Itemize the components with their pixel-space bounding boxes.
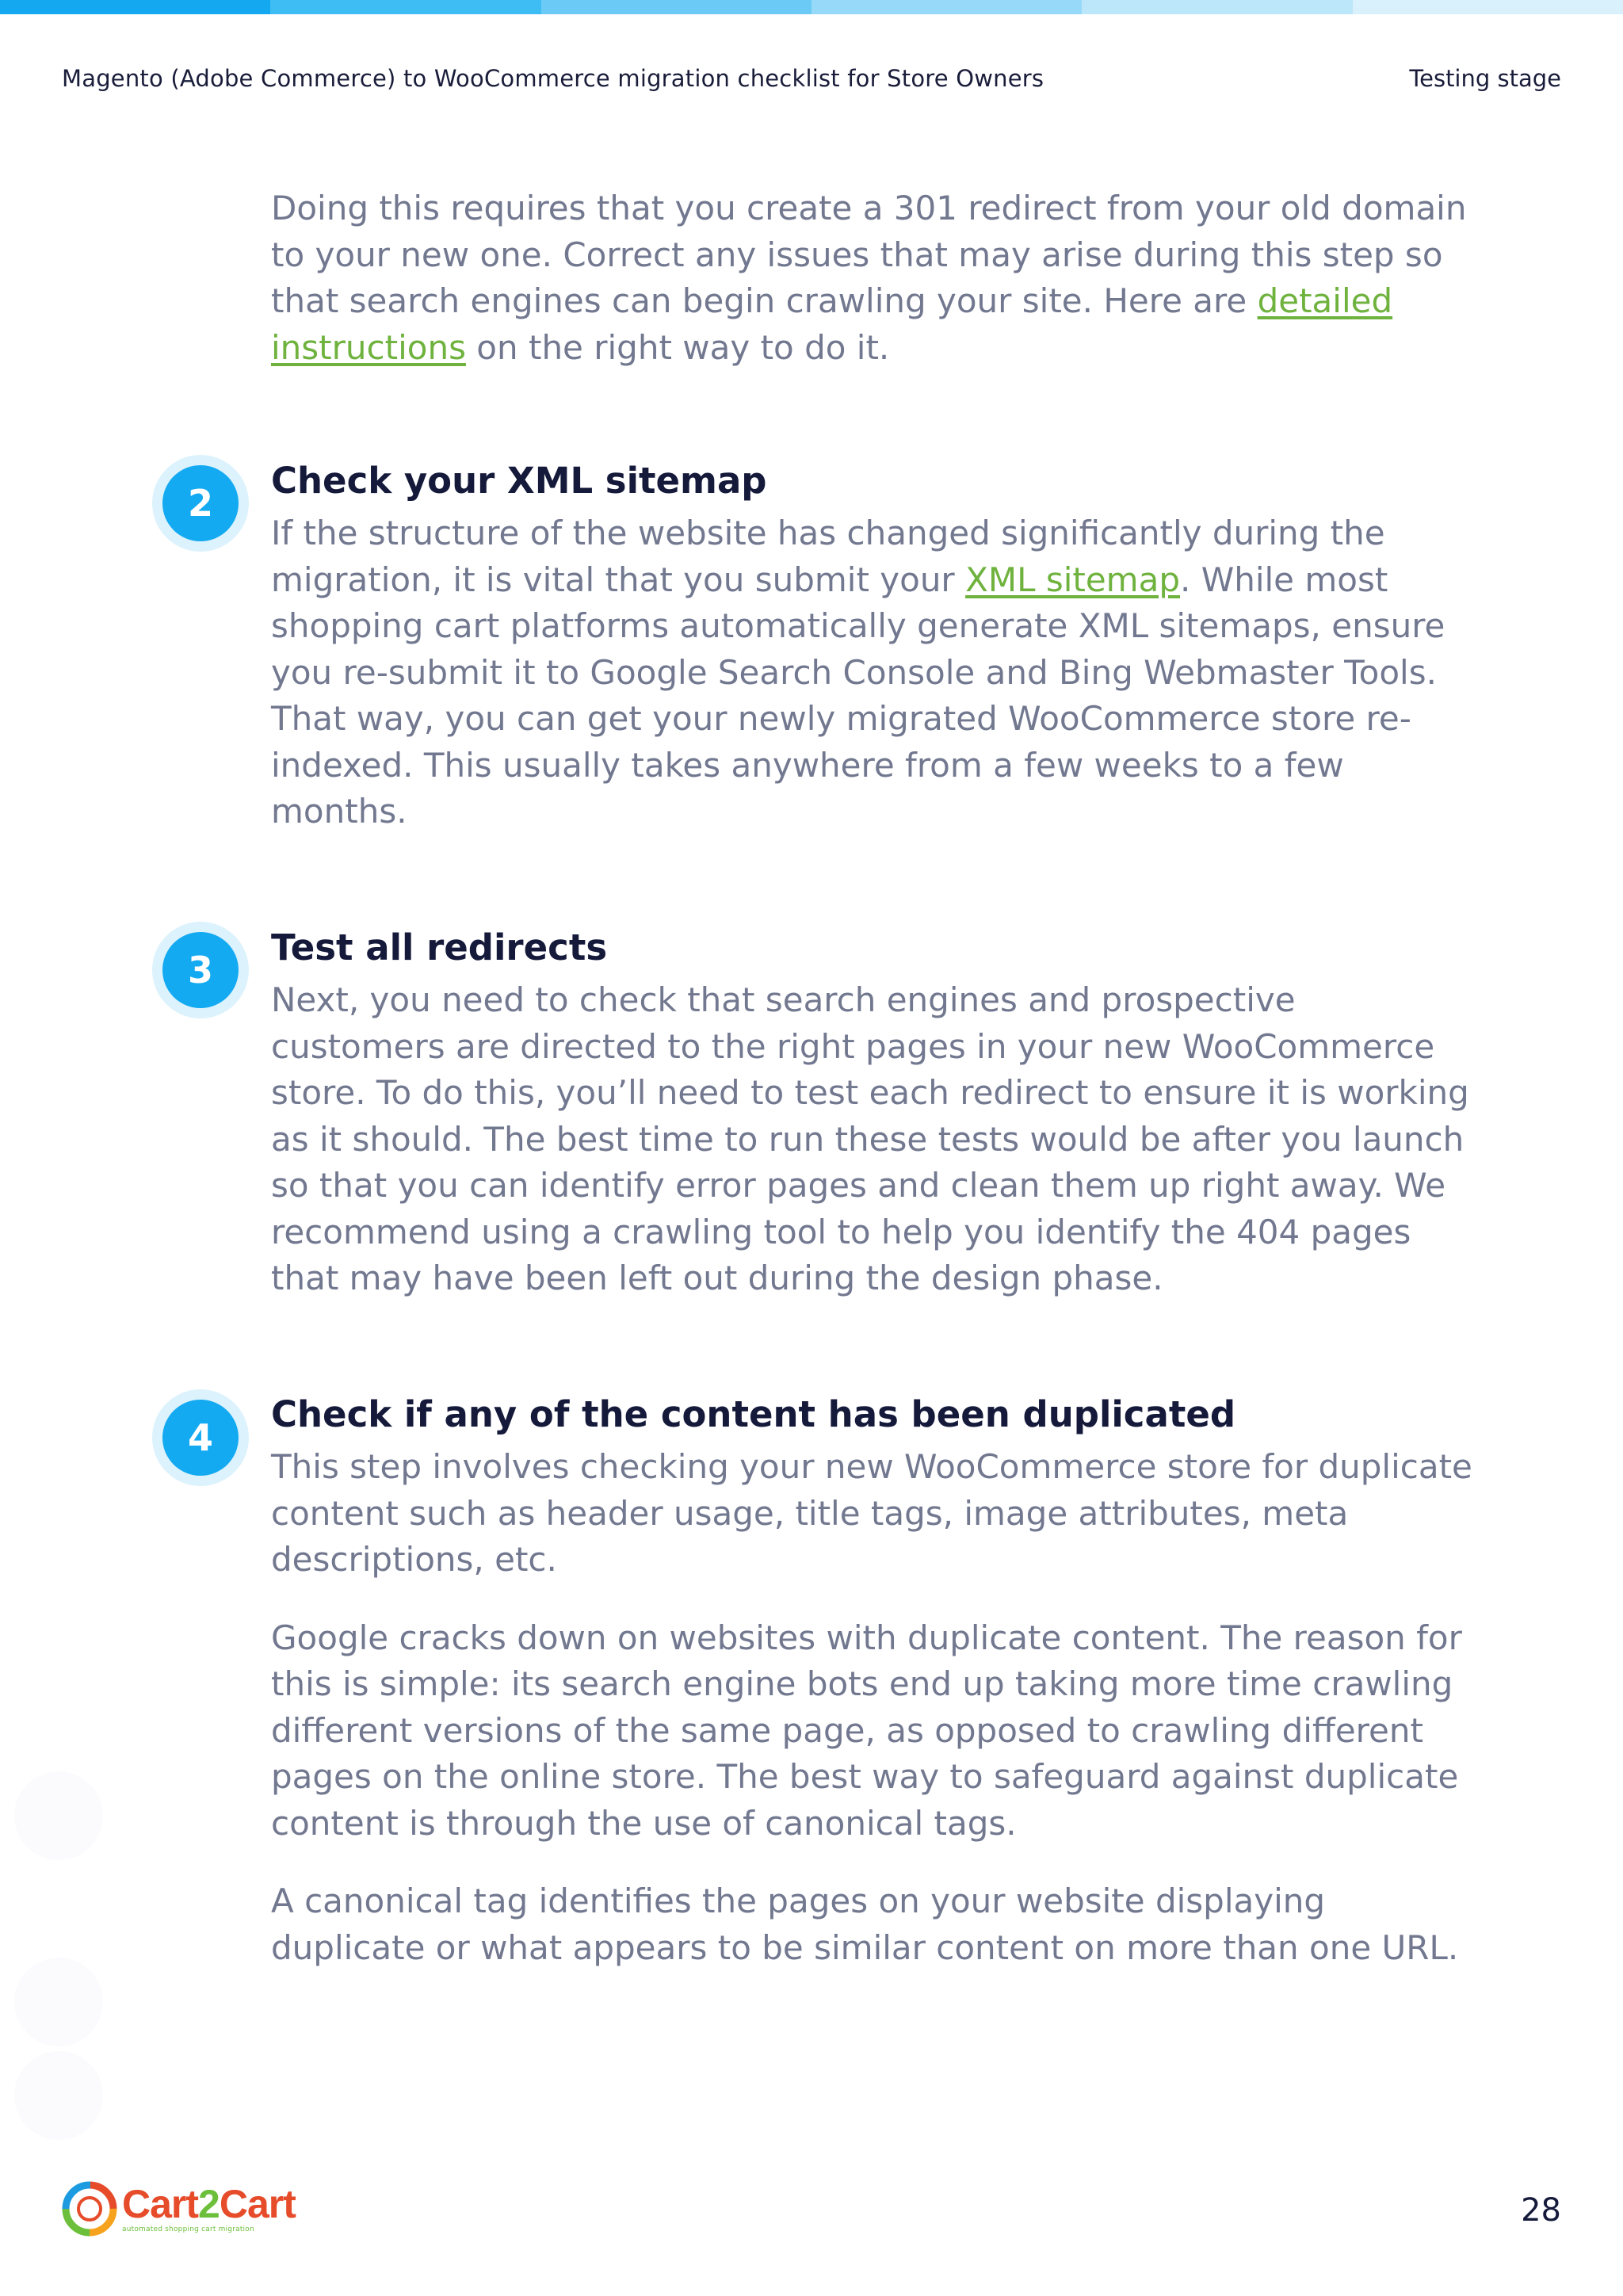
cart2cart-logo-icon xyxy=(62,2181,117,2237)
step-2-block xyxy=(271,458,1476,835)
intro-paragraph xyxy=(271,185,1476,371)
step-4-paragraph-1: This step involves checking your new WooCommerce store for duplicate content such as header usage, title tags, image attributes, meta descriptions, etc. xyxy=(271,1447,1472,1579)
step-number: 3 xyxy=(162,932,239,1008)
step-number: 4 xyxy=(162,1400,239,1476)
step-2-title: Check your XML sitemap xyxy=(271,460,767,502)
step-2-text: If the structure of the website has changed significantly during the migration, it is vital that you submit your xyxy=(271,514,1385,599)
document-title: Magento (Adobe Commerce) to WooCommerce migration checklist for Store Owners xyxy=(62,65,1044,92)
decorative-circle xyxy=(14,2051,103,2140)
step-3-badge xyxy=(152,922,249,1018)
decorative-circle xyxy=(14,1958,103,2046)
step-4-title: Check if any of the content has been duplicated xyxy=(271,1393,1236,1435)
top-bar-segment xyxy=(0,0,270,14)
step-4-paragraph-3: A canonical tag identifies the pages on your website displaying duplicate or what appears to be similar content on more than one URL. xyxy=(271,1881,1459,1967)
step-4-badge xyxy=(152,1389,249,1486)
detailed-instructions-link[interactable]: detailed instructions xyxy=(271,281,1393,367)
step-3-title: Test all redirects xyxy=(271,926,608,968)
logo-word-part: Cart xyxy=(219,2182,296,2226)
step-4-paragraph-2: Google cracks down on websites with duplicate content. The reason for this is simple: its search engine bots end up taking more time crawling different versions of the same page, as opposed to crawling different pages on the online store. The best way to safeguard against duplicate content is through the use of canonical tags. xyxy=(271,1618,1462,1843)
top-bar-segment xyxy=(812,0,1082,14)
step-2-paragraph xyxy=(271,510,1476,835)
page-number: 28 xyxy=(1521,2192,1561,2229)
logo-word-part: Cart xyxy=(122,2182,199,2226)
logo-text xyxy=(122,2184,296,2233)
step-2-badge xyxy=(152,455,249,552)
top-bar-segment xyxy=(270,0,540,14)
intro-block xyxy=(271,185,1476,371)
xml-sitemap-link[interactable]: XML sitemap xyxy=(965,560,1180,599)
section-label: Testing stage xyxy=(1409,65,1561,92)
top-progress-bar xyxy=(0,0,1623,14)
top-bar-segment xyxy=(541,0,812,14)
step-number: 2 xyxy=(162,465,239,541)
decorative-circle xyxy=(14,1771,103,1860)
step-3-block xyxy=(271,925,1476,1302)
cart2cart-logo xyxy=(62,2181,296,2237)
intro-text: Doing this requires that you create a 301 redirect from your old domain to your new one. Correct any issues that may arise during this step so that search engines can begin crawling your site. Here are xyxy=(271,189,1467,320)
step-3-paragraph: Next, you need to check that search engines and prospective customers are directed to the right pages in your new WooCommerce store. To do this, you’ll need to test each redirect to ensure it is working as it should. The best time to run these tests would be after you launch so that you can identify error pages and clean them up right away. We recommend using a crawling tool to help you identify the 404 pages that may have been left out during the design phase. xyxy=(271,980,1469,1297)
logo-tagline: automated shopping cart migration xyxy=(122,2225,254,2233)
step-2-text-end: . While most shopping cart platforms automatically generate XML sitemaps, ensure you re-submit it to Google Search Console and Bing Webmaster Tools. That way, you can get your newly migrated WooCommerce store re-indexed. This usually takes anywhere from a few weeks to a few months. xyxy=(271,560,1445,831)
intro-text-end: on the right way to do it. xyxy=(465,327,890,367)
step-4-block xyxy=(271,1392,1476,1971)
logo-word-part: 2 xyxy=(198,2182,220,2226)
top-bar-segment xyxy=(1353,0,1623,14)
logo-wordmark xyxy=(122,2184,296,2224)
top-bar-segment xyxy=(1082,0,1352,14)
